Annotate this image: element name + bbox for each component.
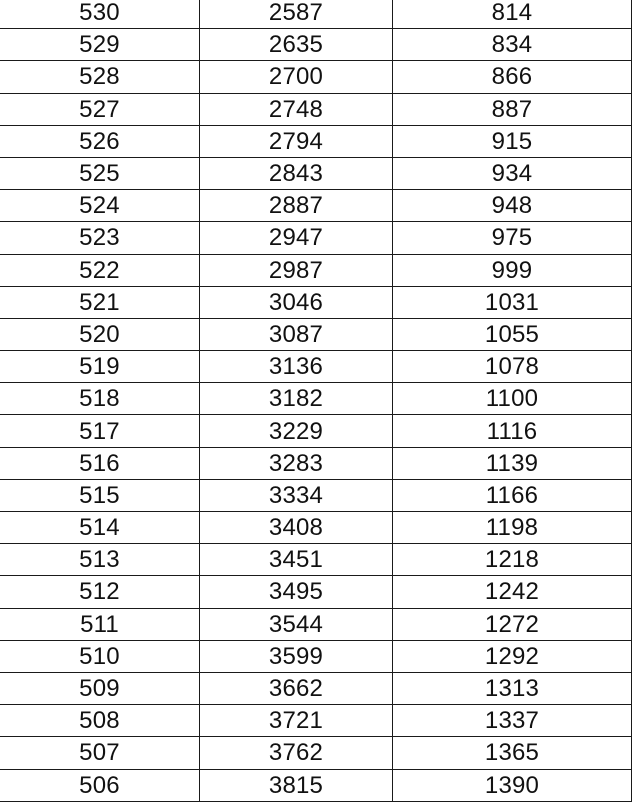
score-cell: 523	[0, 222, 200, 254]
count-cell: 866	[393, 61, 632, 93]
cumulative-count-cell: 3762	[200, 737, 393, 769]
count-cell: 1078	[393, 351, 632, 383]
score-cell: 529	[0, 29, 200, 61]
table-row	[0, 640, 632, 672]
count-cell: 1198	[393, 512, 632, 544]
count-cell: 915	[393, 125, 632, 157]
score-cell: 520	[0, 318, 200, 350]
table-row	[0, 29, 632, 61]
count-cell: 1242	[393, 576, 632, 608]
score-cell: 512	[0, 576, 200, 608]
score-cell: 527	[0, 93, 200, 125]
count-cell: 975	[393, 222, 632, 254]
cumulative-count-cell: 2748	[200, 93, 393, 125]
table-row	[0, 447, 632, 479]
table-row	[0, 125, 632, 157]
count-cell: 814	[393, 0, 632, 29]
score-cell: 510	[0, 640, 200, 672]
table-row	[0, 544, 632, 576]
cumulative-count-cell: 3046	[200, 286, 393, 318]
table-row	[0, 286, 632, 318]
table-row	[0, 222, 632, 254]
count-cell: 1055	[393, 318, 632, 350]
count-cell: 1292	[393, 640, 632, 672]
cumulative-count-cell: 2843	[200, 157, 393, 189]
count-cell: 1365	[393, 737, 632, 769]
table-row	[0, 93, 632, 125]
table-row	[0, 383, 632, 415]
table-row	[0, 608, 632, 640]
table-row	[0, 512, 632, 544]
cumulative-count-cell: 3087	[200, 318, 393, 350]
table-row	[0, 190, 632, 222]
cumulative-count-cell: 3662	[200, 672, 393, 704]
score-cell: 516	[0, 447, 200, 479]
cumulative-count-cell: 3815	[200, 769, 393, 801]
cumulative-count-cell: 3544	[200, 608, 393, 640]
score-cell: 506	[0, 769, 200, 801]
score-cell: 515	[0, 479, 200, 511]
count-cell: 1390	[393, 769, 632, 801]
count-cell: 1272	[393, 608, 632, 640]
score-cell: 530	[0, 0, 200, 29]
score-cell: 507	[0, 737, 200, 769]
table-row	[0, 0, 632, 29]
cumulative-count-cell: 3182	[200, 383, 393, 415]
table-row	[0, 737, 632, 769]
score-cell: 518	[0, 383, 200, 415]
score-cell: 524	[0, 190, 200, 222]
count-cell: 834	[393, 29, 632, 61]
score-cell: 519	[0, 351, 200, 383]
cumulative-count-cell: 3495	[200, 576, 393, 608]
table-row	[0, 479, 632, 511]
count-cell: 887	[393, 93, 632, 125]
count-cell: 1116	[393, 415, 632, 447]
cumulative-count-cell: 2947	[200, 222, 393, 254]
cumulative-count-cell: 3408	[200, 512, 393, 544]
table-row	[0, 769, 632, 801]
table-row	[0, 351, 632, 383]
cumulative-count-cell: 3229	[200, 415, 393, 447]
count-cell: 948	[393, 190, 632, 222]
count-cell: 1337	[393, 705, 632, 737]
count-cell: 1313	[393, 672, 632, 704]
score-cell: 526	[0, 125, 200, 157]
score-cell: 511	[0, 608, 200, 640]
table-row	[0, 254, 632, 286]
score-cell: 508	[0, 705, 200, 737]
score-cell: 525	[0, 157, 200, 189]
cumulative-count-cell: 3599	[200, 640, 393, 672]
cumulative-count-cell: 3283	[200, 447, 393, 479]
cumulative-count-cell: 3334	[200, 479, 393, 511]
count-cell: 999	[393, 254, 632, 286]
table-row	[0, 415, 632, 447]
cumulative-count-cell: 2794	[200, 125, 393, 157]
count-cell: 934	[393, 157, 632, 189]
score-cell: 522	[0, 254, 200, 286]
cumulative-count-cell: 3136	[200, 351, 393, 383]
count-cell: 1139	[393, 447, 632, 479]
score-cell: 528	[0, 61, 200, 93]
table-row	[0, 705, 632, 737]
count-cell: 1100	[393, 383, 632, 415]
cumulative-count-cell: 2987	[200, 254, 393, 286]
table-row	[0, 318, 632, 350]
cumulative-count-cell: 3721	[200, 705, 393, 737]
score-cell: 521	[0, 286, 200, 318]
count-cell: 1218	[393, 544, 632, 576]
table-row	[0, 157, 632, 189]
score-cell: 517	[0, 415, 200, 447]
score-cell: 509	[0, 672, 200, 704]
cumulative-count-cell: 3451	[200, 544, 393, 576]
table-row	[0, 61, 632, 93]
cumulative-count-cell: 2887	[200, 190, 393, 222]
table-row	[0, 576, 632, 608]
score-cell: 513	[0, 544, 200, 576]
cumulative-count-cell: 2587	[200, 0, 393, 29]
cumulative-count-cell: 2635	[200, 29, 393, 61]
count-cell: 1031	[393, 286, 632, 318]
score-cell: 514	[0, 512, 200, 544]
cumulative-count-cell: 2700	[200, 61, 393, 93]
count-cell: 1166	[393, 479, 632, 511]
table-row	[0, 672, 632, 704]
